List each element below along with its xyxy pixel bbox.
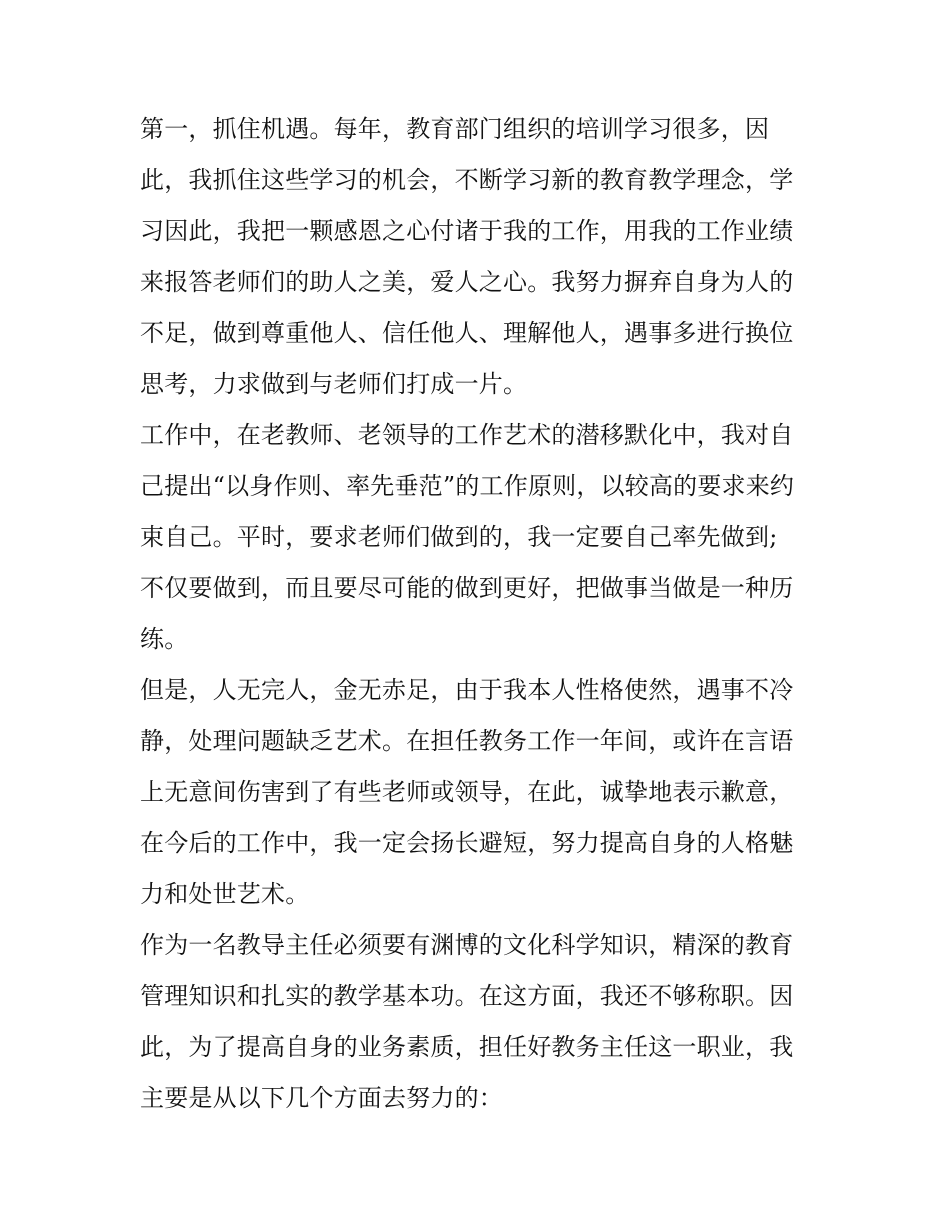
text-line-15: 在今后的工作中，我一定会扬长避短，努力提高自身的人格魅: [140, 829, 794, 857]
text-line-14: 上无意间伤害到了有些老师或领导，在此，诚挚地表示歉意，: [140, 778, 794, 806]
text-line-13: 静，处理问题缺乏艺术。在担任教务工作一年间，或许在言语: [140, 727, 794, 755]
text-line-1: 第一，抓住机遇。每年，教育部门组织的培训学习很多，因: [140, 115, 770, 143]
text-line-6: 思考，力求做到与老师们打成一片。: [140, 370, 528, 398]
text-line-8: 己提出“以身作则、率先垂范”的工作原则，以较高的要求来约: [140, 472, 795, 500]
text-line-7: 工作中，在老教师、老领导的工作艺术的潜移默化中，我对自: [140, 421, 794, 449]
text-line-3: 习因此，我把一颗感恩之心付诸于我的工作，用我的工作业绩: [140, 217, 794, 245]
text-line-12: 但是，人无完人，金无赤足，由于我本人性格使然，遇事不冷: [140, 676, 794, 704]
document-body: [140, 104, 820, 1124]
text-line-10: 不仅要做到，而且要尽可能的做到更好，把做事当做是一种历: [140, 574, 794, 602]
text-line-16: 力和处世艺术。: [140, 880, 310, 908]
text-line-5: 不足，做到尊重他人、信任他人、理解他人，遇事多进行换位: [140, 319, 794, 347]
text-line-17: 作为一名教导主任必须要有渊博的文化科学知识，精深的教育: [140, 931, 794, 959]
text-line-9: 束自己。平时，要求老师们做到的，我一定要自己率先做到;: [140, 523, 778, 551]
text-line-11: 练。: [140, 625, 189, 653]
text-line-4: 来报答老师们的助人之美，爱人之心。我努力摒弃自身为人的: [140, 268, 794, 296]
text-line-19: 此，为了提高自身的业务素质，担任好教务主任这一职业，我: [140, 1033, 794, 1061]
text-line-18: 管理知识和扎实的教学基本功。在这方面，我还不够称职。因: [140, 982, 794, 1010]
text-line-2: 此，我抓住这些学习的机会，不断学习新的教育教学理念，学: [140, 166, 794, 194]
text-line-20: 主要是从以下几个方面去努力的：: [140, 1084, 503, 1112]
